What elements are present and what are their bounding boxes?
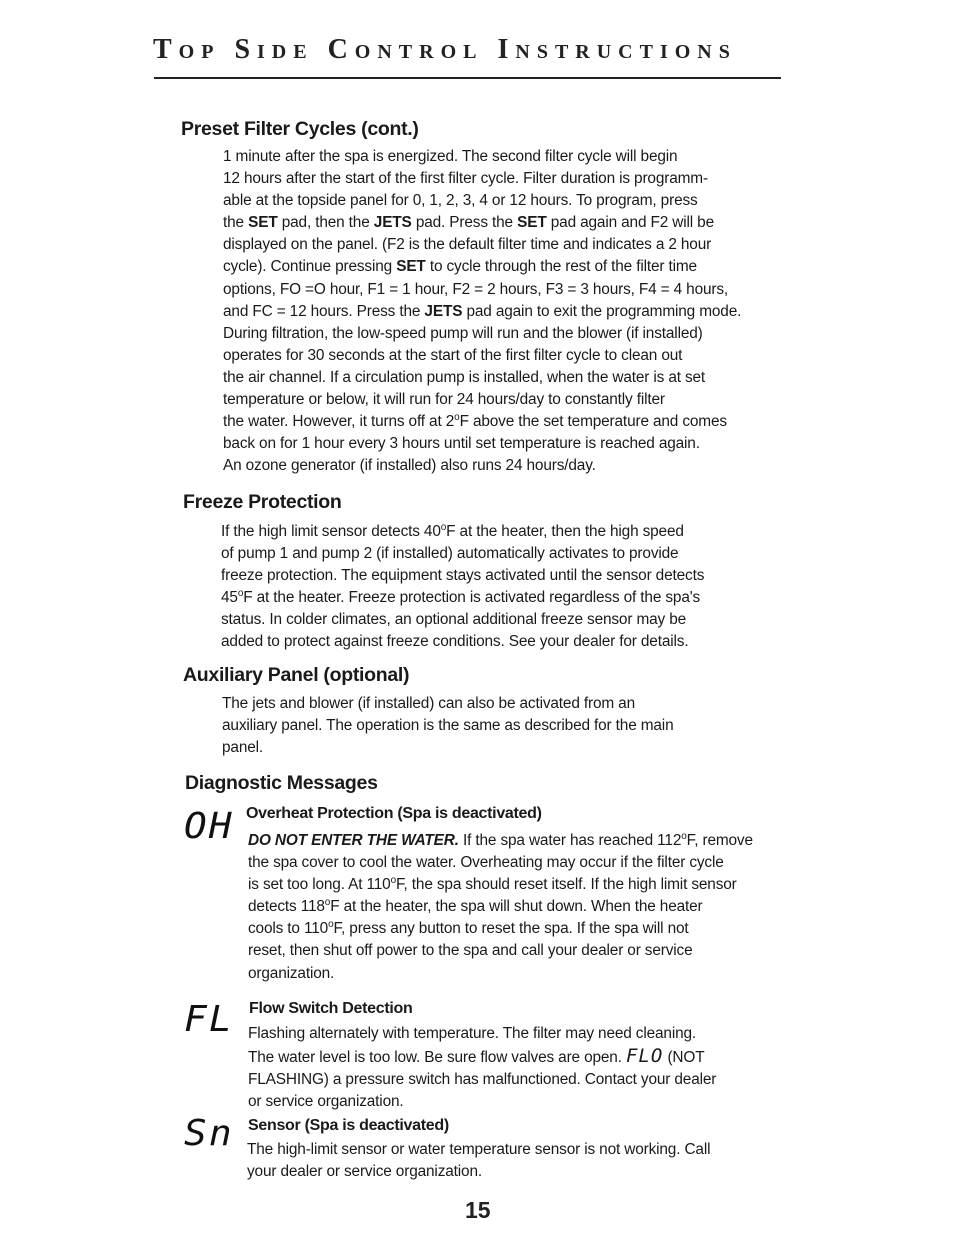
set-pad-label: SET bbox=[248, 214, 278, 232]
page-header-title: Top Side Control Instructions bbox=[153, 34, 737, 65]
sensor-title: Sensor (Spa is deactivated) bbox=[248, 1117, 449, 1134]
sensor-body: The high-limit sensor or water temperature sensor is not working. Call your dealer or service organization. bbox=[247, 1141, 711, 1181]
jets-pad-label: JETS bbox=[373, 214, 412, 232]
freeze-protection-body: If the high limit sensor detects 40$^o$F at the heater, then the high speed of pump 1 and pump 2 (if installed) automatically activates to provide freeze protection. The equipment stays activated until the sensor detects 45$^o$F at the heater. Freeze protection is activated regardless of the spa's status. In colder climates, an optional additional freeze sensor may be added to protect against freeze conditions. See your dealer for details. bbox=[221, 521, 705, 651]
section-heading-preset-filter: Preset Filter Cycles (cont.) bbox=[181, 118, 419, 140]
do-not-enter-warning: DO NOT ENTER THE WATER. bbox=[248, 832, 459, 849]
header-rule bbox=[154, 77, 781, 79]
page-number: 15 bbox=[465, 1197, 491, 1223]
fl-display-code: FL bbox=[184, 999, 234, 1040]
section-heading-diagnostic-messages: Diagnostic Messages bbox=[185, 772, 378, 794]
flo-display-code: FLO bbox=[625, 1045, 664, 1068]
section-heading-auxiliary-panel: Auxiliary Panel (optional) bbox=[183, 664, 410, 686]
oh-display-code: OH bbox=[184, 806, 234, 847]
overheat-protection-title: Overheat Protection (Spa is deactivated) bbox=[246, 805, 542, 822]
preset-filter-body: 1 minute after the spa is energized. The second filter cycle will begin 12 hours after the start of the first filter cycle. Filter duration is programm- able at the topside panel for 0, 1, 2, 3, 4 or 12 hours. To program, press the SET pad, then the JETS pad. Press the SET pad again and F2 will be displayed on the panel. (F2 is the default filter time and indicates a 2 hour cycle). Continue pressing SET to cycle through the rest of the filter time options, FO =O hour, F1 = 1 hour, F2 = 2 hours, F3 = 3 hours, F4 = 4 hours, and FC = 12 hours. Press the JETS pad again to exit the programming mode. During filtration, the low-speed pump will run and the blower (if installed) operates for 30 seconds at the start of the first filter cycle to clean out the air channel. If a circulation pump is installed, when the water is at set temperature or below, it will run for 24 hours/day to constantly filter the water. However, it turns off at 2$^o$F above the set temperature and comes back on for 1 hour every 3 hours until set temperature is reached again. An ozone generator (if installed) also runs 24 hours/day. bbox=[223, 148, 742, 475]
auxiliary-panel-body: The jets and blower (if installed) can also be activated from an auxiliary panel. The operation is the same as described for the main panel. bbox=[222, 695, 674, 757]
section-heading-freeze-protection: Freeze Protection bbox=[183, 491, 342, 513]
overheat-protection-body: DO NOT ENTER THE WATER. If the spa water has reached 112$^o$F, remove the spa cover to cool the water. Overheating may occur if the filter cycle is set too long. At 110$^o$F, the spa should reset itself. If the high limit sensor detects 118$^o$F at the heater, the spa will shut down. When the heater cools to 110$^o$F, press any button to reset the spa. If the spa will not reset, then shut off power to the spa and call your dealer or service organization. bbox=[248, 830, 753, 982]
flow-switch-title: Flow Switch Detection bbox=[249, 1000, 413, 1017]
sn-display-code: Sn bbox=[184, 1113, 234, 1154]
flow-switch-body: Flashing alternately with temperature. The filter may need cleaning. The water level is too low. Be sure flow valves are open. FLO (NOT FLASHING) a pressure switch has malfunctioned. Contact your dealer or service organization. bbox=[248, 1025, 717, 1111]
